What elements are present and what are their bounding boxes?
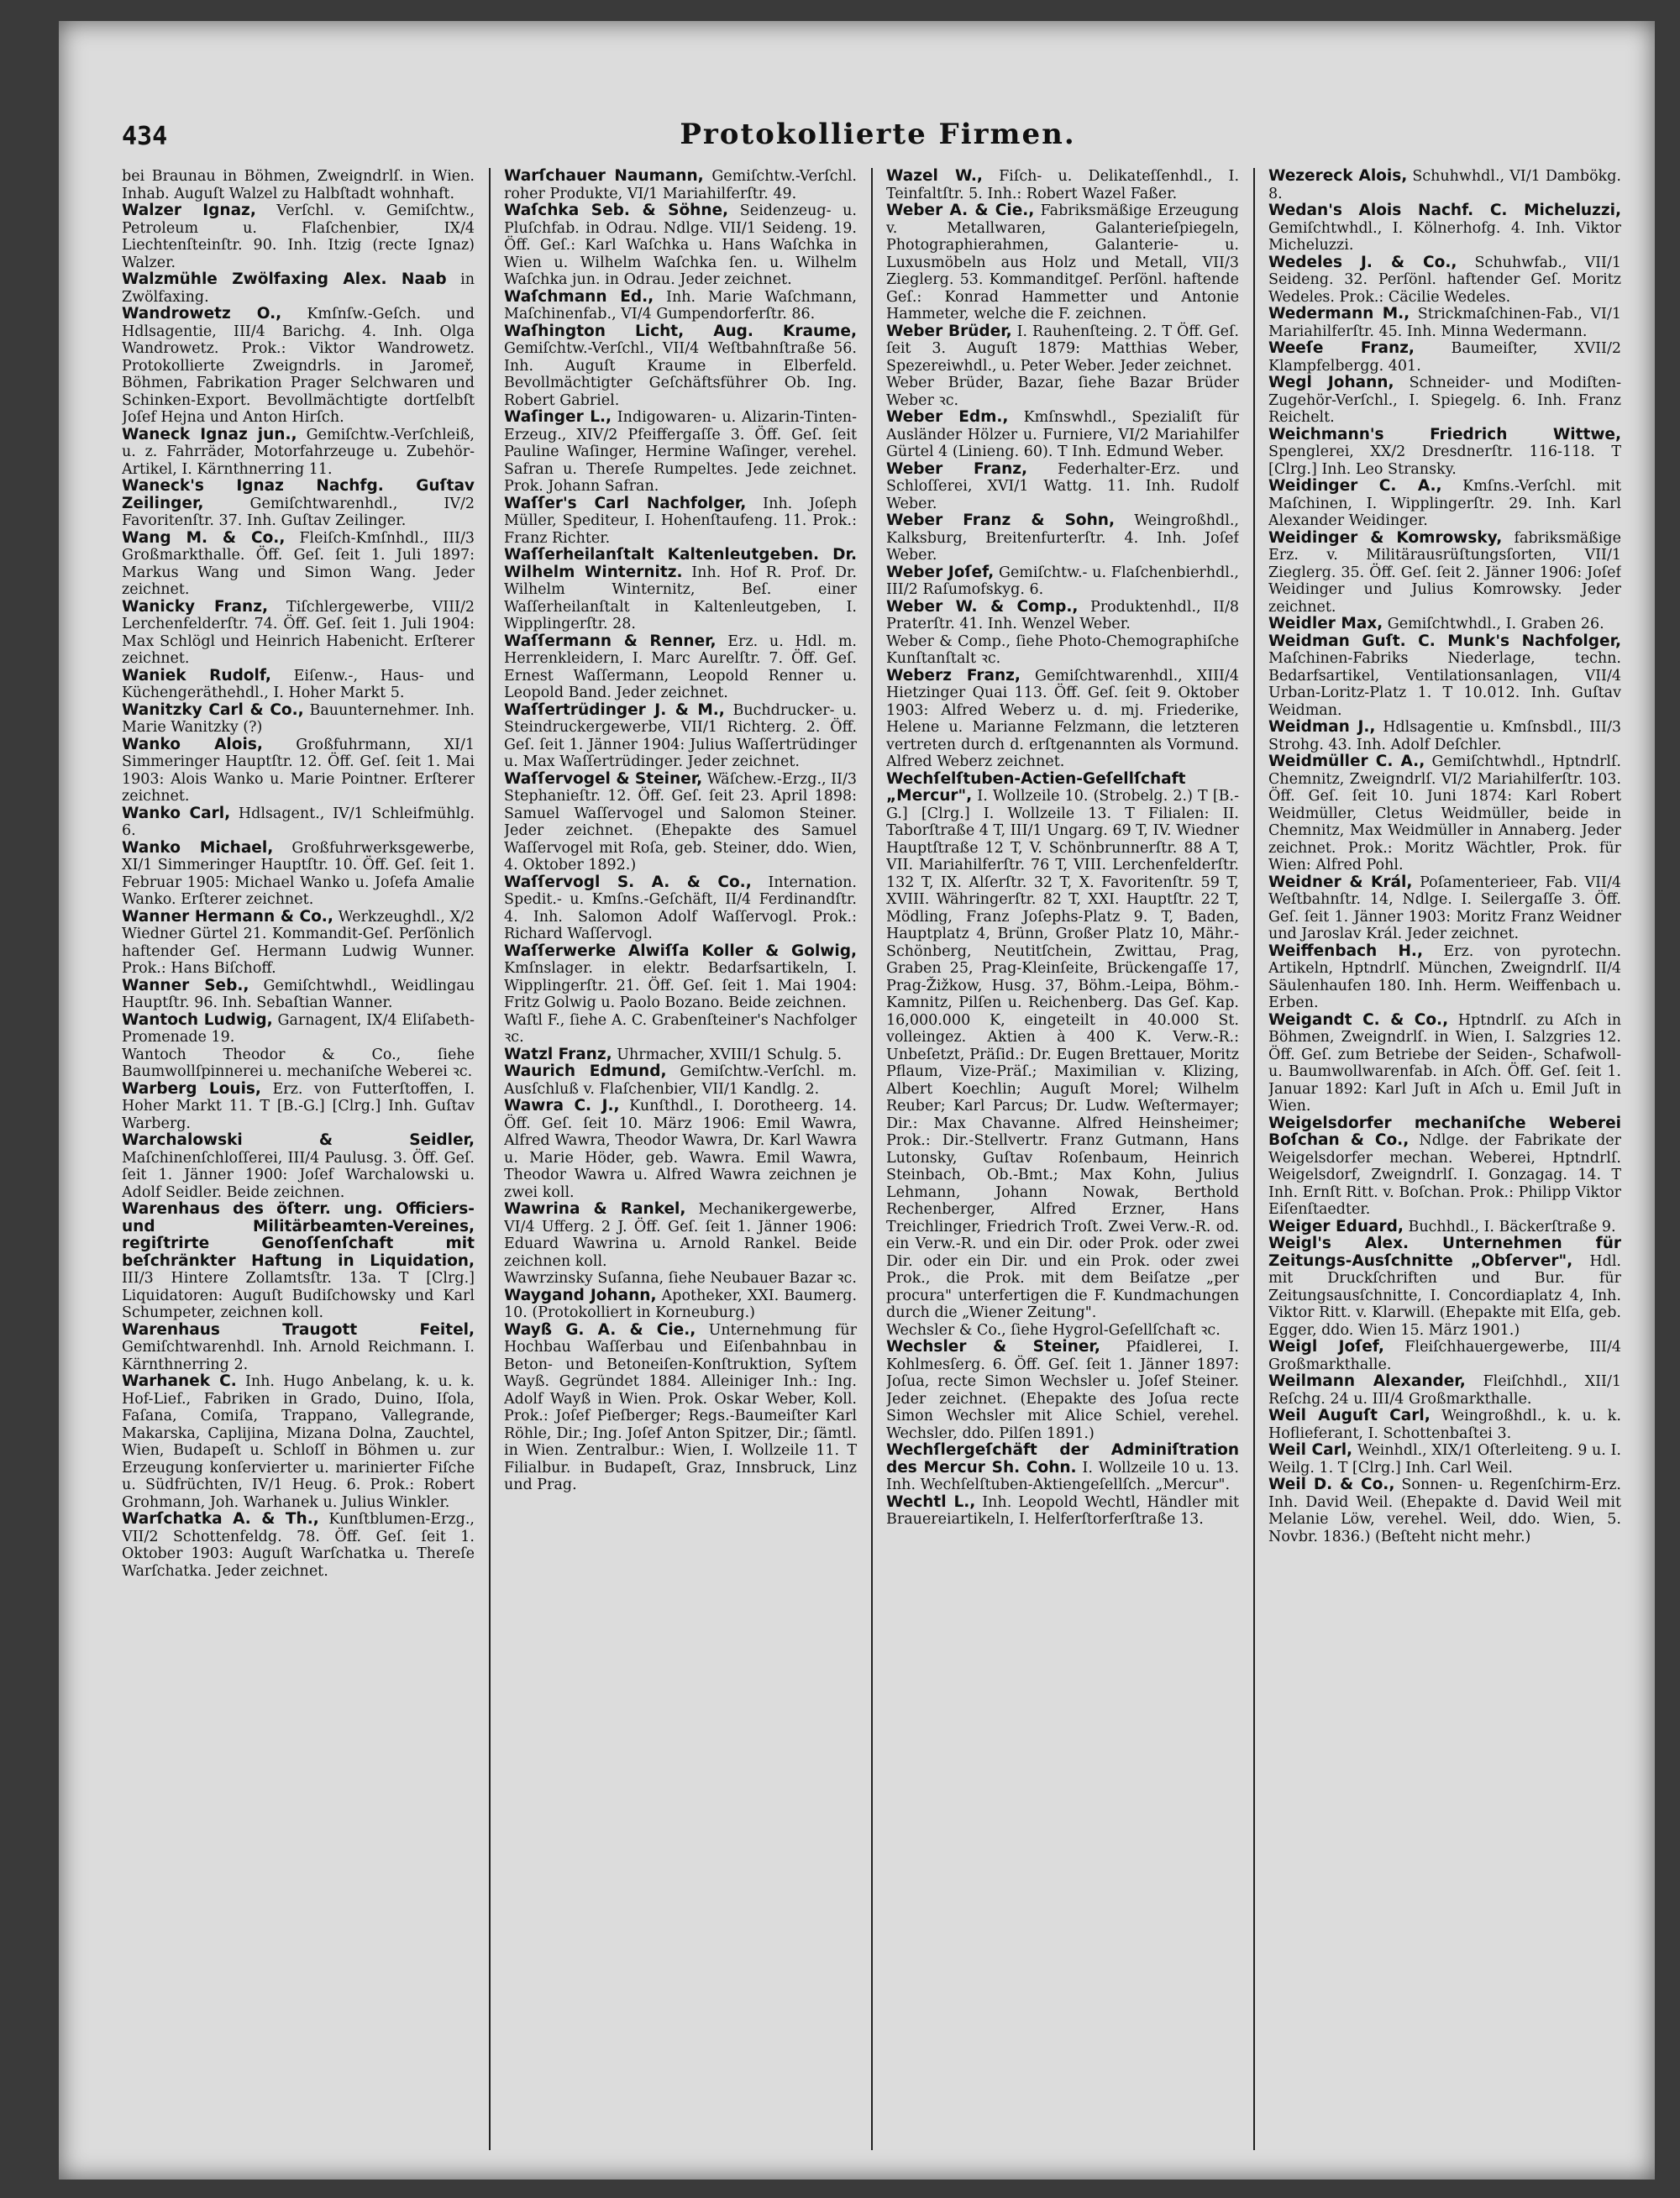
directory-entry (886, 461, 1239, 513)
firm-details: Unternehmung für Hochbau Waſſerbau und Eiſenbahnbau in Beton- und Betoneiſen-Konſtruktion, Syſtem Wayß. Gegründet 1884. Alleiniger Inh.: Ing. Adolf Wayß in Wien. Prok. Oskar Weber, Koll. Prok.: Joſef Pieſberger; Regs.-Baumeiſter Karl Röhle, Dir.; Ing. Joſef Anton Spitzer, Dir.; ſämtl. in Wien. Zentralbur.: Wien, I. Wollzeile 11. T Filialbur. in Budapeſt, Graz, Innsbruck, Linz und Prag. (504, 1321, 857, 1493)
firm-details: Gemiſchtwhdl., Weidlingau Hauptſtr. 96. Inh. Sebaſtian Wanner. (122, 977, 475, 1011)
directory-entry (504, 1047, 857, 1064)
firm-details: Indigowaren- u. Alizarin-Tinten-Erzeug., XIV/2 Pfeiffergaſſe 3. Öff. Geſ. ſeit Pauline Waſinger, Hermine Waſinger, verehel. Safran u. Thereſe Rumpeltes. Jede zeichnet. Prok. Johann Safran. (504, 409, 857, 495)
firm-details: Fiſch- u. Delikateſſenhdl., I. Teinfaltſtr. 5. Inh.: Robert Wazel Faßer. (886, 168, 1239, 202)
firm-details: Maſchinenſchloſſerei, III/4 Paulusg. 3. Öff. Geſ. ſeit 1. Jänner 1900: Joſef Warchalowski u. Adolf Seidler. Beide zeichnen. (122, 1149, 475, 1201)
column-divider (871, 168, 873, 2150)
firm-name: Weber A. & Cie., (886, 202, 1035, 219)
firm-details: Poſamenterieer, Fab. VII/4 Weſtbahnſtr. 14, Ndlge. I. Seilergaſſe 3. Öff. Geſ. ſeit 1. Jänner 1903: Moritz Franz Weidner und Jaroslav Král. Jeder zeichnet. (1268, 873, 1621, 942)
firm-details: Hdlsagent., IV/1 Schleifmühlg. 6. (122, 805, 475, 839)
directory-entry (886, 599, 1239, 633)
firm-details: Kmſns.-Verſchl. mit Maſchinen, I. Wipplingerſtr. 29. Inh. Karl Alexander Weidinger. (1268, 478, 1621, 529)
firm-name: Weberz Franz, (886, 666, 1021, 685)
directory-entry (122, 1132, 475, 1201)
directory-entry (1268, 719, 1621, 753)
directory-entry (122, 978, 475, 1012)
directory-entry (504, 1063, 857, 1098)
firm-name: Weil Auguſt Carl, (1268, 1407, 1431, 1424)
directory-entry (504, 323, 857, 410)
directory-entry (1268, 943, 1621, 1012)
firm-details: Fleiſch-Kmſnhdl., III/3 Großmarkthalle. Öff. Geſ. ſeit 1. Juli 1897: Markus Wang und Simon Wang. Jeder zeichnet. (122, 529, 475, 598)
firm-details: Fabriksmäßige Erzeugung v. Metallwaren, Galanterieſpiegeln, Photographierahmen, Galanterie- u. Luxusmöbeln aus Holz und Metall, VII/3 Zieglerg. 53. Kommanditgeſ. Perſönl. haftende Geſ.: Konrad Hammetter und Antonie Hammeter, welche die F. zeichnen. (886, 202, 1239, 323)
firm-name: Waſſervogel & Steiner, (504, 769, 703, 788)
directory-entry (122, 840, 475, 909)
firm-name: Waſſertrüdinger J. & M., (504, 700, 725, 719)
firm-name: Waſchmann Ed., (504, 287, 654, 306)
firm-name: Wanko Carl, (122, 804, 231, 822)
firm-name: Walzer Ignaz, (122, 202, 256, 219)
directory-entry (122, 478, 475, 530)
firm-details: bei Braunau in Böhmen, Zweigndrlſ. in Wien. Inhab. Auguſt Walzel zu Halbſtadt wohnhaft. (122, 168, 475, 202)
directory-entry (1268, 202, 1621, 254)
directory-entry (504, 1098, 857, 1201)
directory-entry (1268, 1219, 1621, 1236)
firm-details: Pfaidlerei, I. Kohlmesſerg. 6. Öff. Geſ. ſeit 1. Jänner 1897: Joſua, recte Simon Wechsler u. Joſef Steiner. Jeder zeichnet. (Ehepakte des Joſua recte Simon Wechsler mit Alice Schiel, verehel. Wechsler, ddo. Pilſen 1891.) (886, 1339, 1239, 1442)
firm-name: Wechſlergeſchäft der Adminiſtration des Mercur Sh. Cohn. (886, 1441, 1239, 1477)
firm-details: Kunſtblumen-Erzg., VII/2 Schottenfeldg. 78. Öff. Geſ. ſeit 1. Oktober 1903: Auguſt Warſchatka u. Thereſe Warſchatka. Jeder zeichnet. (122, 1511, 475, 1580)
directory-entry (122, 202, 475, 271)
directory-entry (1268, 1442, 1621, 1477)
firm-details: Gemiſchtw.- u. Flaſchenbierhdl., III/2 Raſumofskyg. 6. (886, 564, 1239, 598)
firm-details: Erz. u. Hdl. m. Herrenkleidern, I. Marc Aurelſtr. 7. Öff. Geſ. Ernest Waſſermann, Leopold Renner u. Leopold Band. Jeder zeichnet. (504, 632, 857, 701)
firm-details: Schuhwhdl., VI/1 Dambökg. 8. (1268, 168, 1621, 202)
directory-entry (504, 633, 857, 702)
directory-entry (886, 512, 1239, 564)
firm-details: Weber Brüder, Bazar, ſiehe Bazar Brüder Weber ꝛc. (886, 375, 1239, 409)
firm-details: Inh. Joſeph Müller, Spediteur, I. Hohenſtaufeng. 11. Prok.: Franz Richter. (504, 495, 857, 547)
firm-details: Kmſnswhdl., Spezialiſt für Ausländer Hölzer u. Furniere, VI/2 Mariahilfer Gürtel 4 (Linieng. 60). T Inh. Edmund Weber. (886, 409, 1239, 460)
firm-name: Waſſerwerke Alwiſſa Koller & Golwig, (504, 942, 857, 960)
firm-details: Gemiſchtwhdl., Hptndrlſ. Chemnitz, Zweigndrlſ. VI/2 Mariahilferſtr. 103. Öff. Geſ. ſeit 10. Juni 1874: Karl Robert Weidmüller, Cletus Weidmüller, beide in Chemnitz, Max Weidmüller in Annaberg. Jeder zeichnet. Prok.: Moritz Wächtler, Prok. für Wien: Alfred Pohl. (1268, 753, 1621, 873)
directory-entry (122, 1012, 475, 1047)
directory-entry (504, 547, 857, 633)
firm-name: Waſſermann & Renner, (504, 632, 717, 650)
column-divider (1253, 168, 1255, 2150)
firm-details: Wechsler & Co., ſiehe Hygrol-Geſellſchaft ꝛc. (886, 1321, 1221, 1339)
firm-name: Weichmann's Friedrich Wittwe, (1268, 425, 1621, 443)
firm-details: Garnagent, IX/4 Eliſabeth-Promenade 19. (122, 1011, 475, 1046)
directory-page (59, 21, 1655, 2180)
column-1 (122, 168, 475, 2150)
firm-details: Strickmaſchinen-Fab., VI/1 Mariahilferſtr. 45. Inh. Minna Wedermann. (1268, 306, 1621, 340)
directory-entry (886, 1494, 1239, 1529)
firm-name: Weigandt C. & Co., (1268, 1010, 1449, 1029)
directory-entry (504, 496, 857, 548)
firm-name: Waneck's Ignaz Nachfg. Guſtav Zeilinger, (122, 477, 475, 512)
firm-details: Gemiſchtw.-Verſchl. roher Produkte, VI/1 Mariahilferſtr. 49. (504, 168, 857, 202)
directory-entry (504, 1270, 857, 1288)
firm-details: fabriksmäßige Erz. v. Militärausrüſtungsſorten, VII/1 Zieglerg. 35. Öff. Geſ. ſeit 2. Jänner 1906: Joſef Weidinger und Julius Komrowsky. Jeder zeichnet. (1268, 529, 1621, 616)
directory-entry (1268, 753, 1621, 874)
directory-entry (886, 1339, 1239, 1442)
firm-name: Weigl Joſef, (1268, 1338, 1384, 1356)
firm-name: Weeſe Franz, (1268, 339, 1415, 357)
firm-name: Weidinger & Komrowsky, (1268, 528, 1503, 547)
directory-entry (1268, 616, 1621, 633)
directory-columns (122, 168, 1642, 2150)
firm-details: Buchdrucker- u. Steindruckergewerbe, VII/1 Richterg. 2. Öff. Geſ. ſeit 1. Jänner 1904: Julius Waſſertrüdinger u. Max Waſſertrüdinger. Jeder zeichnet. (504, 701, 857, 770)
firm-name: Weigelsdorfer mechaniſche Weberei Boſchan & Co., (1268, 1114, 1621, 1149)
firm-name: Weiger Eduard, (1268, 1217, 1404, 1235)
directory-entry (1268, 1477, 1621, 1545)
directory-entry (122, 702, 475, 737)
directory-entry (122, 737, 475, 805)
firm-details: Weinhdl., XIX/1 Oſterleiteng. 9 u. I. Weilg. 1. T [Clrg.] Inh. Carl Weil. (1268, 1442, 1621, 1477)
firm-details: Baumeiſter, XVII/2 Klampfelbergg. 401. (1268, 340, 1621, 375)
firm-name: Walzmühle Zwölfaxing Alex. Naab (122, 270, 447, 288)
firm-name: Weil D. & Co., (1268, 1476, 1395, 1493)
firm-details: Fleiſchhauergewerbe, III/4 Großmarkthalle. (1268, 1339, 1621, 1373)
firm-name: Warhanek C. (122, 1372, 237, 1390)
directory-entry (886, 409, 1239, 461)
firm-details: Uhrmacher, XVIII/1 Schulg. 5. (612, 1046, 843, 1063)
firm-name: Wanner Hermann & Co., (122, 907, 333, 926)
firm-details: Schuhwfab., VII/1 Seideng. 32. Perſönl. haftender Geſ. Moritz Wedeles. Prok.: Cäcilie Wedeles. (1268, 254, 1621, 306)
directory-entry (504, 1012, 857, 1047)
firm-name: Waſſerheilanſtalt Kaltenleutgeben. Dr. Wilhelm Winternitz. (504, 546, 857, 581)
firm-name: Wechsler & Steiner, (886, 1338, 1100, 1356)
directory-entry (504, 1288, 857, 1322)
firm-name: Weidler Max, (1268, 615, 1383, 632)
firm-details: Großfuhrmann, XI/1 Simmeringer Hauptſtr. 12. Öff. Geſ. ſeit 1. Mai 1903: Alois Wanko u. Marie Pointner. Erſterer zeichnet. (122, 736, 475, 805)
firm-name: Wawra C. J., (504, 1097, 620, 1115)
directory-entry (886, 323, 1239, 375)
directory-entry (1268, 530, 1621, 616)
firm-details: Erz. von Futterſtoffen, I. Hoher Markt 11. T [B.-G.] [Clrg.] Inh. Guſtav Warberg. (122, 1080, 475, 1132)
firm-details: I. Wollzeile 10 u. 13. Inh. Wechſelſtuben-Aktiengeſellſch. „Mercur". (886, 1459, 1239, 1493)
firm-name: Wedeles J. & Co., (1268, 253, 1457, 271)
column-2 (504, 168, 857, 2150)
firm-details: Kunſthdl., I. Dorotheerg. 14. Öff. Geſ. ſeit 10. März 1906: Emil Wawra, Alfred Wawra, Theodor Wawra, Dr. Karl Wawra u. Marie Höder, geb. Wawra. Emil Wawra, Theodor Wawra u. Alfred Wawra zeichnen je zwei koll. (504, 1098, 857, 1201)
firm-details: Internation. Spedit.- u. Kmſns.-Geſchäft, II/4 Ferdinandſtr. 4. Inh. Salomon Adolf Waſſervogl. Prok.: Richard Waſſervogl. (504, 873, 857, 942)
firm-name: Waſchka Seb. & Söhne, (504, 202, 729, 219)
directory-entry (122, 271, 475, 306)
firm-name: Wedan's Alois Nachf. C. Micheluzzi, (1268, 202, 1621, 219)
directory-entry (886, 633, 1239, 668)
directory-entry (1268, 340, 1621, 375)
firm-name: Waſinger L., (504, 408, 612, 426)
firm-name: Watzl Franz, (504, 1045, 612, 1063)
firm-name: Weidner & Král, (1268, 873, 1413, 891)
firm-name: Wedermann M., (1268, 305, 1410, 323)
directory-entry (886, 771, 1239, 1322)
firm-details: Ndlge. der Fabrikate der Weigelsdorfer mechan. Weberei, Hptndrlſ. Weigelsdorf, Zweigndrlſ. I. Gonzagag. 14. T Inh. Ernſt Ritt. v. Boſchan. Prok.: Philipp Viktor Eiſenſtaedter. (1268, 1132, 1621, 1218)
directory-entry (122, 599, 475, 668)
directory-entry (122, 427, 475, 479)
directory-entry (504, 168, 857, 202)
directory-entry (122, 668, 475, 702)
directory-entry (504, 943, 857, 1012)
directory-entry (1268, 254, 1621, 307)
firm-name: Warchalowski & Seidler, (122, 1131, 475, 1149)
firm-name: Waneck Ignaz jun., (122, 425, 297, 443)
directory-entry (1268, 633, 1621, 720)
firm-details: Gemiſchtw.-Verſchl. m. Ausſchluß v. Flaſchenbier, VII/1 Kandlg. 2. (504, 1063, 857, 1098)
firm-name: Weber W. & Comp., (886, 597, 1079, 616)
directory-entry (122, 1081, 475, 1133)
directory-entry (122, 1047, 475, 1081)
firm-name: Warſchauer Naumann, (504, 168, 704, 185)
firm-name: Weidmüller C. A., (1268, 753, 1425, 770)
firm-details: Apotheker, XXI. Baumerg. 10. (Protokolliert in Korneuburg.) (504, 1287, 857, 1321)
directory-entry (886, 1322, 1239, 1340)
directory-entry (504, 409, 857, 496)
firm-details: Spenglerei, XX/2 Dresdnerſtr. 116-118. T [Clrg.] Inh. Leo Stransky. (1268, 443, 1621, 478)
firm-details: Gemiſchtwhdl., I. Graben 26. (1383, 616, 1604, 632)
firm-details: I. Rauhenſteing. 2. T Öff. Geſ. ſeit 3. Auguſt 1879: Matthias Weber, Spezereiwhdl., u. Peter Weber. Jeder zeichnet. (886, 323, 1239, 375)
directory-entry (504, 874, 857, 943)
directory-entry (122, 1322, 475, 1374)
firm-details: Hptndrlſ. zu Aſch in Böhmen, Zweigndrlſ. in Wien, I. Salzgries 12. Öff. Geſ. zum Betriebe der Seiden-, Schafwoll- u. Baumwollwarenfab. in Aſch. Öff. Geſ. ſeit 1. Januar 1892: Karl Juſt in Aſch u. Emil Juſt in Wien. (1268, 1011, 1621, 1115)
firm-details: I. Wollzeile 10. (Strobelg. 2.) T [B.-G.] [Clrg.] I. Wollzeile 13. T Filialen: II. Taborſtraße 4 T, III/1 Ungarg. 69 T, IV. Wiedner Hauptſtraße 12 T, V. Schönbrunnerſtr. 88 A T, VII. Mariahilferſtr. 76 T, VIII. Lerchenfelderſtr. 132 T, IX. Alſerſtr. 32 T, X. Favoritenſtr. 59 T, XVIII. Währingerſtr. 82 T, XXI. Hauptſtr. 22 T, Mödling, Franz Joſephs-Platz 9. T, Baden, Hauptplatz 4, Brünn, Großer Platz 10, Mähr.-Schönberg, Neutitſchein, Zwittau, Prag, Graben 25, Prag-Kleinſeite, Brückengaſſe 17, Prag-Žižkow, Husg. 37, Böhm.-Leipa, Böhm.-Kamnitz, Pilſen u. Reichenberg. Das Geſ. Kap. 16,000.000 K, eingeteilt in 40.000 St. volleingez. Aktien à 400 K. Verw.-R.: Unbeſetzt, Präſid.: Dr. Eugen Brettauer, Moritz Pflaum, Vize-Präſ.; Maximilian v. Klizing, Albert Koechlin; Auguſt Morel; Wilhelm Reuber; Karl Parcus; Dr. Ludw. Weſtermayer; Dir.: Max Chavanne. Alfred Heinsheimer; Prok.: Dir.-Stellvertr. Franz Gutmann, Hans Lutonsky, Guſtav Roſenbaum, Heinrich Steinbach, Ob.-Bmt.; Max Kohn, Julius Lehmann, Johann Nowak, Berthold Rechenberger, Alfred Erzner, Hans Treichlinger, Friedrich Troſt. Zwei Verw.-R. od. ein Verw.-R. und ein Dir. oder Prok. oder zwei Dir. oder ein Dir. und ein Prok. oder zwei Prok., die Prok. mit dem Beiſatze „per procura" unterfertigen die F. Kundmachungen durch die „Wiener Zeitung". (886, 788, 1239, 1321)
directory-entry (122, 1201, 475, 1322)
firm-details: III/3 Hintere Zollamtsſtr. 13a. T [Clrg.] Liquidatoren: Auguſt Budiſchowsky und Karl Schumpeter, zeichnen koll. (122, 1270, 475, 1321)
firm-name: Wandrowetz O., (122, 305, 282, 323)
directory-entry (1268, 478, 1621, 530)
column-divider (489, 168, 491, 2150)
firm-name: Wanko Alois, (122, 735, 263, 753)
firm-name: Warberg Louis, (122, 1079, 261, 1098)
column-4 (1268, 168, 1621, 2150)
directory-entry (504, 1201, 857, 1270)
firm-name: Warſchatka A. & Th., (122, 1510, 319, 1528)
firm-name: Weidinger C. A., (1268, 477, 1442, 495)
firm-details: Bauunternehmer. Inh. Marie Wanitzky (?) (122, 701, 475, 736)
firm-details: Fleiſchhdl., XII/1 Reſchg. 24 u. III/4 Großmarkthalle. (1268, 1373, 1621, 1408)
firm-details: Hdl. mit Druckſchriften und Bur. für Zeitungsausſchnitte, I. Concordiaplatz 4, Inh. Viktor Ritt. v. Klarwill. (Ehepakte mit Elſa, geb. Egger, ddo. Wien 15. März 1901.) (1268, 1252, 1621, 1339)
firm-details: Kmſnſw.-Geſch. und Hdlsagentie, III/4 Barichg. 4. Inh. Olga Wandrowetz. Prok.: Viktor Wandrowetz. Protokollierte Zweigndrls. in Jaromeř, Böhmen, Fabrikation Prager Selchwaren und Schinken-Export. Bevollmächtigte dortſelbſt Joſef Hejna und Anton Hirſch. (122, 306, 475, 426)
firm-name: Weidman Guſt. C. Munk's Nachfolger, (1268, 632, 1621, 650)
firm-name: Weber Brüder, (886, 322, 1012, 340)
firm-details: Federhalter-Erz. und Schloſſerei, XVI/1 Wattg. 11. Inh. Rudolf Weber. (886, 460, 1239, 512)
firm-details: Gemiſchtwarenhdl., IV/2 Favoritenſtr. 37. Inh. Guſtav Zeilinger. (122, 495, 475, 529)
directory-entry (504, 771, 857, 874)
directory-entry (886, 168, 1239, 202)
directory-entry (1268, 306, 1621, 340)
directory-entry (886, 668, 1239, 771)
firm-details: Gemiſchtwarenhdl., XIII/4 Hietzinger Quai 113. Öff. Geſ. ſeit 9. Oktober 1903: Alfred Weberz u. d. mj. Friederike, Helene u. Marianne Felzmann, die letzteren vertreten durch d. erſtgenannten als Vormund. Alfred Weberz zeichnet. (886, 667, 1239, 770)
firm-details: Wantoch Theodor & Co., ſiehe Baumwollſpinnerei u. mechaniſche Weberei ꝛc. (122, 1046, 475, 1080)
firm-details: Sonnen- u. Regenſchirm-Erz. Inh. David Weil. (Ehepakte d. David Weil mit Melanie Löw, verehel. Weil, ddo. Wien, 5. Novbr. 1836.) (Beſteht nicht mehr.) (1268, 1477, 1621, 1545)
directory-entry (886, 564, 1239, 599)
directory-entry (886, 202, 1239, 323)
directory-entry (122, 1511, 475, 1580)
firm-name: Waygand Johann, (504, 1286, 657, 1304)
directory-entry (122, 530, 475, 599)
firm-name: Wezereck Alois, (1268, 168, 1408, 185)
firm-name: Weber Franz, (886, 459, 1028, 478)
directory-entry (1268, 1012, 1621, 1115)
running-title: Protokollierte Firmen. (680, 118, 1076, 151)
firm-details: Tiſchlergewerbe, VIII/2 Lerchenfelderſtr. 74. Öff. Geſ. ſeit 1. Juli 1904: Max Schlögl und Heinrich Habenicht. Erſterer zeichnet. (122, 598, 475, 667)
running-head (122, 118, 1634, 168)
firm-details: Werkzeughdl., X/2 Wiedner Gürtel 21. Kommandit-Geſ. Perſönlich haftender Geſ. Hermann Ludwig Wunner. Prok.: Hans Biſchoff. (122, 908, 475, 977)
directory-entry (504, 702, 857, 771)
firm-name: Waurich Edmund, (504, 1062, 667, 1080)
directory-entry (886, 375, 1239, 409)
firm-details: Erz. von pyrotechn. Artikeln, Hptndrlſ. München, Zweigndrlſ. II/4 Säulenhaufen 180. Inh. Herm. Weiffenbach u. Erben. (1268, 942, 1621, 1011)
directory-entry (122, 1373, 475, 1511)
firm-name: Wechtl L., (886, 1492, 976, 1511)
firm-details: Verſchl. v. Gemiſchtw., Petroleum u. Flaſchenbier, IX/4 Liechtenſteinſtr. 90. Inh. Itzig (recte Ignaz) Walzer. (122, 202, 475, 271)
firm-name: Weber Joſef, (886, 563, 995, 581)
firm-name: Wang M. & Co., (122, 528, 286, 547)
firm-details: Wawrzinsky Suſanna, ſiehe Neubauer Bazar ꝛc. (504, 1270, 857, 1287)
firm-name: Weil Carl, (1268, 1441, 1353, 1459)
firm-name: Waſhington Licht, Aug. Kraume, (504, 322, 857, 340)
directory-entry (122, 805, 475, 840)
firm-name: Wayß G. A. & Cie., (504, 1320, 696, 1339)
directory-entry (1268, 375, 1621, 427)
firm-name: Waniek Rudolf, (122, 666, 271, 685)
directory-entry (1268, 1339, 1621, 1373)
firm-name: Wanicky Franz, (122, 597, 269, 616)
directory-entry (504, 202, 857, 289)
firm-details: Gemiſchtwhdl., I. Kölnerhofg. 4. Inh. Viktor Micheluzzi. (1268, 219, 1621, 254)
firm-name: Weigl's Alex. Unternehmen für Zeitungs-Ausſchnitte „Obſerver", (1268, 1235, 1621, 1270)
directory-entry (1268, 168, 1621, 202)
directory-entry (1268, 874, 1621, 943)
firm-details: Gemiſchtwarenhdl. Inh. Arnold Reichmann. I. Kärnthnerring 2. (122, 1339, 475, 1373)
firm-name: Warenhaus des öſterr. ung. Officiers- und Militärbeamten-Vereines, regiſtrirte Genoſſenſchaft mit beſchränkter Haftung in Liquidation, (122, 1200, 475, 1270)
firm-details: Maſchinen-Fabriks Niederlage, techn. Bedarfsartikel, Ventilationsanlagen, VII/4 Urban-Loritz-Platz 1. T 10.012. Inh. Guſtav Weidman. (1268, 650, 1621, 719)
firm-details: Weingroßhdl., k. u. k. Hoflieferant, I. Schottenbaſtei 3. (1268, 1408, 1621, 1442)
firm-details: Produktenhdl., II/8 Praterſtr. 41. Inh. Wenzel Weber. (886, 598, 1239, 632)
firm-name: Wanitzky Carl & Co., (122, 700, 304, 719)
directory-entry (1268, 1115, 1621, 1219)
directory-entry (1268, 427, 1621, 479)
firm-name: Wanko Michael, (122, 838, 274, 857)
firm-details: Inh. Hof R. Prof. Dr. Wilhelm Winternitz, Beſ. einer Waſſerheilanſtalt in Kaltenleutgeben, I. Wipplingerſtr. 28. (504, 564, 857, 632)
firm-details: Mechanikergewerbe, VI/4 Ufferg. 2 J. Öff. Geſ. ſeit 1. Jänner 1906: Eduard Wawrina u. Arnold Rankel. Beide zeichnen koll. (504, 1201, 857, 1270)
firm-details: Inh. Leopold Wechtl, Händler mit Brauereiartikeln, I. Helferſtorferſtraße 13. (886, 1493, 1239, 1528)
directory-entry (886, 1442, 1239, 1494)
firm-details: Großfuhrwerksgewerbe, XI/1 Simmeringer Hauptſtr. 10. Öff. Geſ. ſeit 1. Februar 1905: Michael Wanko u. Joſefa Amalie Wanko. Erſterer zeichnet. (122, 839, 475, 908)
firm-details: Inh. Hugo Anbelang, k. u. k. Hof-Lief., Fabriken in Grado, Duino, Iſola, Faſana, Comiſa, Trappano, Vallegrande, Makarska, Caplijina, Mizana Dolna, Zauchtel, Wien, Budapeſt u. Schloſſ in Böhmen u. zur Erzeugung konſervierter u. marinierter Fiſche u. Südfrüchten, IV/1 Heug. 6. Prok.: Robert Grohmann, Joh. Warhanek u. Julius Winkler. (122, 1373, 475, 1511)
firm-details: Inh. Marie Waſchmann, Maſchinenfab., VI/4 Gumpendorferſtr. 86. (504, 288, 857, 323)
firm-name: Weidman J., (1268, 718, 1376, 736)
firm-details: in Zwölfaxing. (122, 271, 475, 306)
firm-details: Buchhdl., I. Bäckerſtraße 9. (1403, 1218, 1616, 1235)
directory-entry (504, 1322, 857, 1494)
firm-details: Schneider- und Modiſten-Zugehör-Verſchl., I. Spiegelg. 6. Inh. Franz Reichelt. (1268, 375, 1621, 426)
firm-details: Gemiſchtw.-Verſchl., VII/4 Weſtbahnſtraße 56. Inh. Auguſt Kraume in Elberfeld. Bevollmächtigter Geſchäftsführer Ob. Ing. Robert Gabriel. (504, 340, 857, 409)
firm-name: Wawrina & Rankel, (504, 1200, 686, 1218)
directory-entry (122, 909, 475, 978)
directory-entry (1268, 1373, 1621, 1408)
firm-details: Hdlsagentie u. Kmſnsbdl., III/3 Strohg. 43. Inh. Adolf Deſchler. (1268, 719, 1621, 753)
firm-details: Gemiſchtw.-Verſchleiß, u. z. Fahrräder, Motorfahrzeuge u. Zubehör-Artikel, I. Kärnthnerring 11. (122, 426, 475, 478)
firm-details: Eiſenw.-, Haus- und Küchengeräthehdl., I. Hoher Markt 5. (122, 667, 475, 701)
firm-details: Weber & Comp., ſiehe Photo-Chemographiſche Kunſtanſtalt ꝛc. (886, 632, 1239, 667)
firm-name: Waſſer's Carl Nachfolger, (504, 494, 747, 512)
page-number: 434 (122, 122, 168, 151)
directory-entry (122, 306, 475, 427)
firm-name: Wazel W., (886, 168, 983, 185)
firm-name: Wegl Johann, (1268, 374, 1394, 391)
firm-name: Wechſelſtuben-Actien-Geſellſchaft „Mercur", (886, 769, 1186, 805)
firm-name: Waſſervogl S. A. & Co., (504, 873, 752, 891)
directory-entry (504, 289, 857, 323)
column-3 (886, 168, 1239, 2150)
firm-name: Weber Edm., (886, 408, 1009, 426)
firm-name: Warenhaus Traugott Feitel, (122, 1320, 475, 1339)
firm-details: Weingroßhdl., Kalksburg, Breitenfurterſtr. 4. Inh. Joſef Weber. (886, 512, 1239, 564)
firm-details: Wäſchew.-Erzg., II/3 Stephanieſtr. 12. Öff. Geſ. ſeit 23. April 1898: Samuel Waſſervogel und Salomon Steiner. Jeder zeichnet. (Ehepakte des Samuel Waſſervogel mit Roſa, geb. Steiner, ddo. Wien, 4. Oktober 1892.) (504, 770, 857, 873)
firm-details: Waſtl F., ſiehe A. C. Grabenſteiner's Nachfolger ꝛc. (504, 1011, 857, 1046)
firm-name: Weiffenbach H., (1268, 942, 1423, 960)
directory-entry (1268, 1408, 1621, 1442)
directory-entry (122, 168, 475, 202)
firm-details: Seidenzeug- u. Pluſchfab. in Odrau. Ndlge. VII/1 Seideng. 19. Öff. Geſ.: Karl Waſchka u. Hans Waſchka in Wien u. Wilhelm Waſchka ſen. u. Wilhelm Waſchka jun. in Odrau. Jeder zeichnet. (504, 202, 857, 288)
firm-name: Wantoch Ludwig, (122, 1010, 273, 1029)
firm-name: Wanner Seb., (122, 976, 249, 994)
directory-entry (1268, 1235, 1621, 1339)
firm-name: Weber Franz & Sohn, (886, 511, 1115, 529)
firm-details: Kmſnslager. in elektr. Bedarfsartikeln, I. Wipplingerſtr. 21. Öff. Geſ. ſeit 1. Mai 1904: Fritz Golwig u. Paolo Bozano. Beide zeichnen. (504, 960, 857, 1011)
firm-name: Weilmann Alexander, (1268, 1372, 1466, 1390)
